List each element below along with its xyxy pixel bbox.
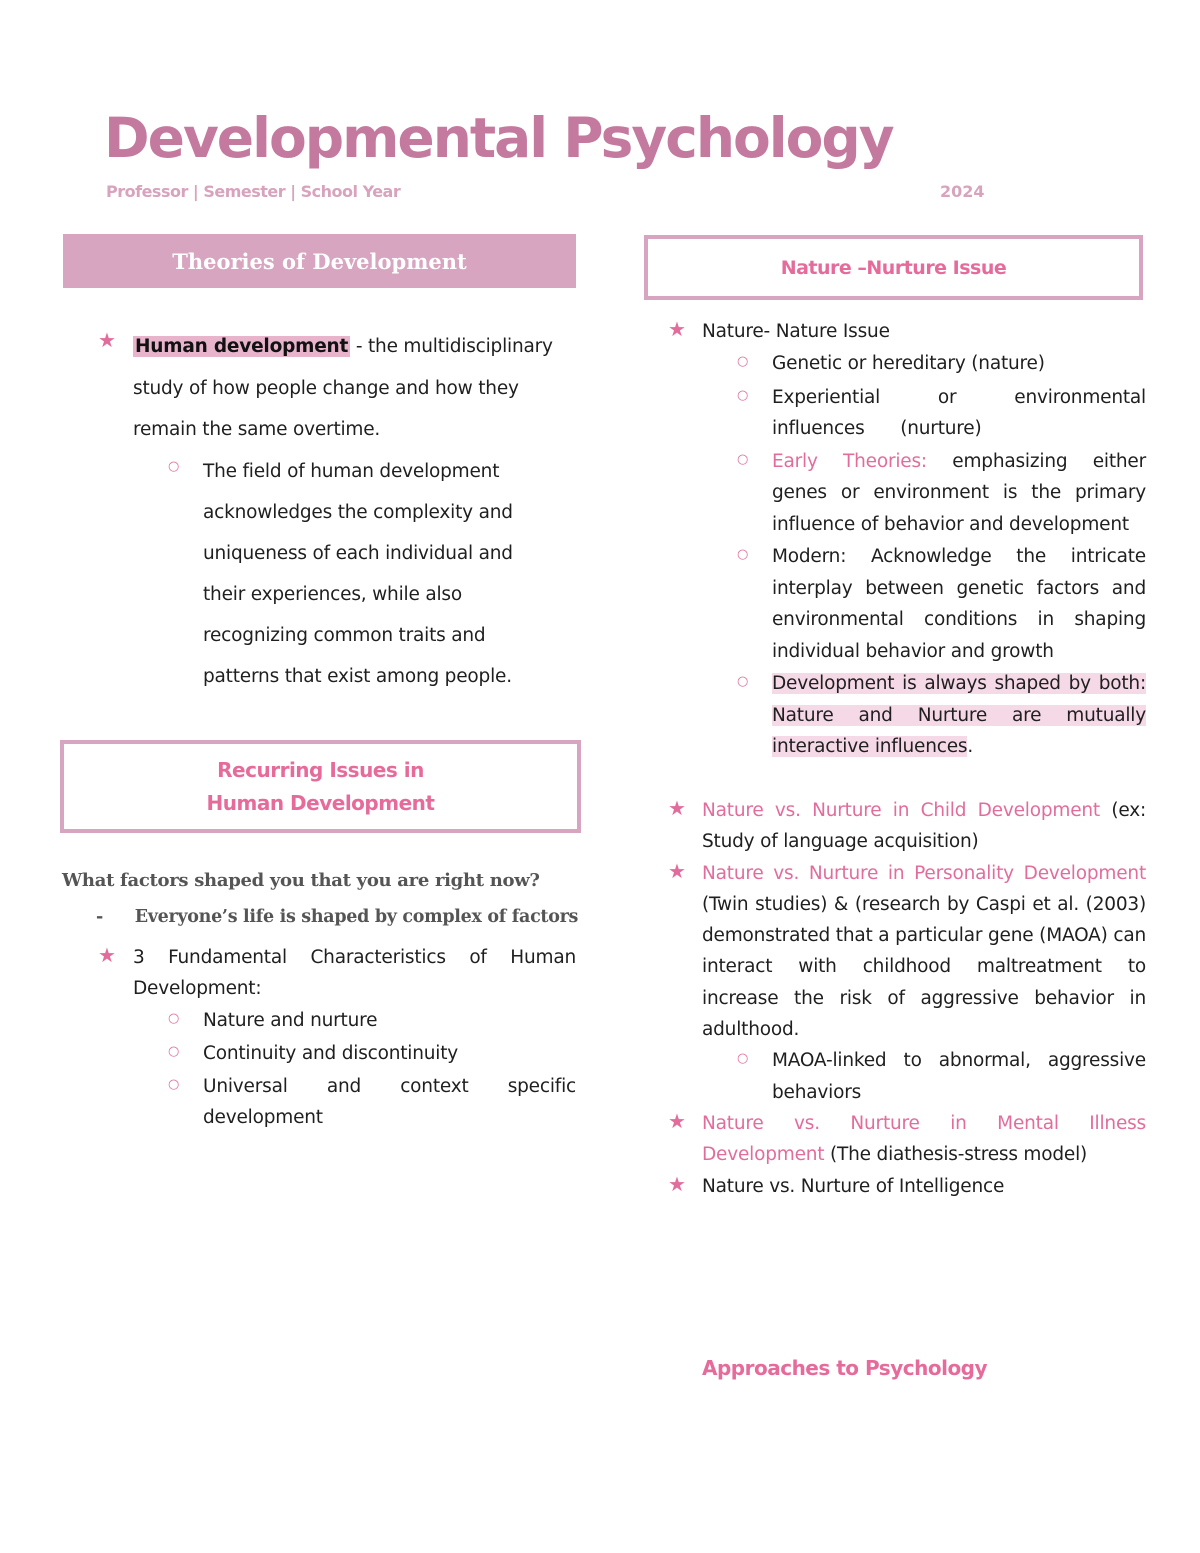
nature-sublist <box>737 348 1146 763</box>
list-item <box>668 858 1146 1046</box>
recurring-issues-heading <box>60 740 581 833</box>
recurring-line-2: Human Development <box>206 790 435 815</box>
mental-illness-text: (The diathesis-stress model) <box>824 1144 1088 1166</box>
star-icon: ★ <box>668 858 686 883</box>
circle-bullet-icon: ○ <box>737 354 749 369</box>
development-period: . <box>967 736 974 757</box>
list-item <box>737 541 1146 667</box>
genetic-text: Genetic or hereditary (nature) <box>772 353 1045 374</box>
list-item <box>737 1045 1146 1108</box>
field-note-item <box>168 451 538 697</box>
child-development-label: Nature vs. Nurture in Child Development <box>702 800 1100 821</box>
field-note-text: The field of human development acknowledges the complexity and uniqueness of each individual and their experiences, while also recognizing common traits and patterns that exist among people. <box>203 461 513 687</box>
list-item <box>168 1005 576 1038</box>
modern-text: Modern: Acknowledge the intricate interplay between genetic factors and environmental conditions in shaping individual behavior and growth <box>772 546 1146 662</box>
star-icon: ★ <box>98 328 116 352</box>
nature-nurture-heading: Nature –Nurture Issue <box>644 235 1143 300</box>
list-item <box>168 1071 576 1133</box>
personality-text: (Twin studies) & (research by Caspi et al. (2003) demonstrated that a particular gene (MAOA) can interact with childhood maltreatment to increase the risk of aggressive behavior in adulthood. <box>702 893 1146 1041</box>
recurring-line-1: Recurring Issues in <box>217 757 424 782</box>
child-development-text: (ex: Study of language acquisition) <box>702 800 1146 853</box>
list-item <box>668 795 1146 858</box>
circle-bullet-icon: ○ <box>737 451 749 467</box>
factors-question: What factors shaped you that you are right now? <box>62 870 540 891</box>
list-item <box>737 348 1146 380</box>
dash-icon: - <box>96 907 103 927</box>
intelligence-label: Nature vs. Nurture of Intelligence <box>702 1175 1005 1197</box>
circle-bullet-icon: ○ <box>168 459 180 474</box>
circle-bullet-icon: ○ <box>168 1044 180 1059</box>
fundamental-item <box>98 942 576 1004</box>
list-item <box>737 382 1146 445</box>
maoa-text: MAOA-linked to abnormal, aggressive behaviors <box>772 1050 1146 1103</box>
circle-bullet-icon: ○ <box>737 1051 749 1067</box>
circle-bullet-icon: ○ <box>737 547 749 562</box>
list-item <box>668 1171 1146 1202</box>
star-icon: ★ <box>98 943 116 967</box>
circle-bullet-icon: ○ <box>737 674 749 689</box>
early-theories-text <box>772 446 1146 541</box>
characteristic-text: Continuity and discontinuity <box>203 1043 459 1064</box>
dash-item-text: Everyone’s life is shaped by complex of factors <box>134 907 579 927</box>
star-icon: ★ <box>668 1171 686 1196</box>
characteristic-text: Universal and context specific development <box>203 1076 576 1128</box>
star-icon: ★ <box>668 317 686 341</box>
fundamental-text: 3 Fundamental Characteristics of Human Development: <box>133 947 576 999</box>
star-icon: ★ <box>668 796 686 820</box>
course-year: 2024 <box>940 182 985 201</box>
circle-bullet-icon: ○ <box>168 1011 180 1026</box>
human-development-term: Human development <box>135 336 349 357</box>
early-theories-label: Early Theories: <box>772 450 927 472</box>
star-icon: ★ <box>668 1108 686 1133</box>
page-title: Developmental Psychology <box>104 106 893 170</box>
human-development-item <box>98 326 568 451</box>
personality-label: Nature vs. Nurture in Personality Development <box>702 862 1146 884</box>
human-development-definition: - the multidisciplinary study of how people change and how they remain the same overtime. <box>133 336 553 440</box>
approaches-heading: Approaches to Psychology <box>702 1356 988 1380</box>
nature-issue-item <box>668 316 1146 347</box>
mental-illness-label: Nature vs. Nurture in Mental Illness Development <box>702 1112 1146 1166</box>
circle-bullet-icon: ○ <box>168 1077 180 1092</box>
list-item <box>737 668 1146 763</box>
list-item <box>668 1108 1146 1171</box>
experiential-text: Experiential or environmental influences (nurture) <box>772 386 1146 439</box>
nature-topics-list <box>668 795 1146 1202</box>
list-item <box>737 446 1146 541</box>
list-item <box>168 1038 576 1071</box>
characteristics-list <box>168 1005 576 1133</box>
dash-item <box>96 907 578 927</box>
nature-issue-text: Nature- Nature Issue <box>702 321 890 342</box>
early-theories-body: emphasizing either genes or environment is the primary influence of behavior and development <box>772 450 1146 535</box>
theories-heading: Theories of Development <box>63 234 576 288</box>
circle-bullet-icon: ○ <box>737 387 749 403</box>
course-meta: Professor | Semester | School Year <box>106 182 401 201</box>
development-text <box>772 668 1146 763</box>
characteristic-text: Nature and nurture <box>203 1010 378 1031</box>
development-highlight: Development is always shaped by both: Nature and Nurture are mutually interactive influences <box>772 673 1146 757</box>
